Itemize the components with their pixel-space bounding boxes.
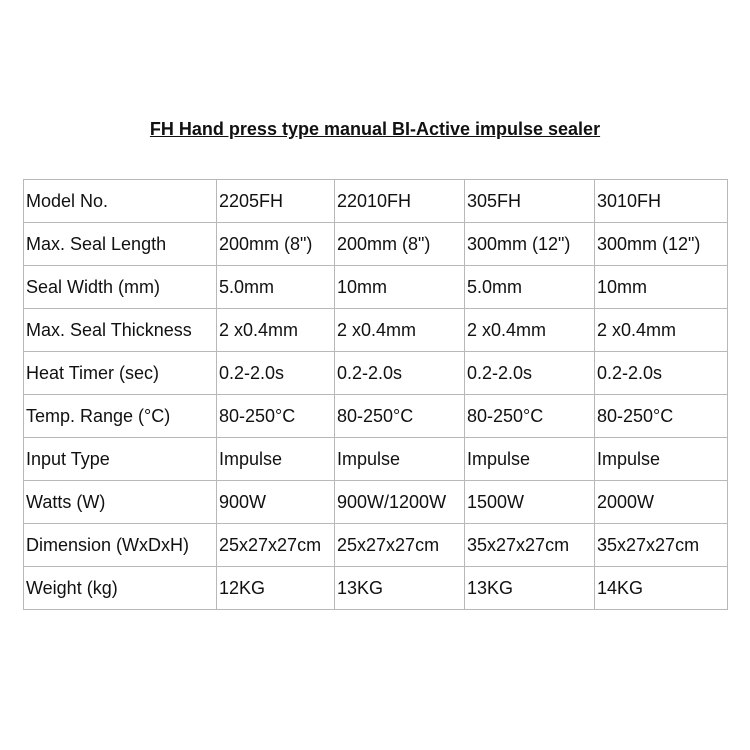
table-cell: 12KG <box>217 567 335 610</box>
table-cell: 2 x0.4mm <box>595 309 728 352</box>
table-cell: 0.2-2.0s <box>335 352 465 395</box>
table-row <box>24 567 728 610</box>
table-cell: 25x27x27cm <box>217 524 335 567</box>
table-cell: Impulse <box>335 438 465 481</box>
row-label: Input Type <box>24 438 217 481</box>
row-label: Temp. Range (°C) <box>24 395 217 438</box>
table-row <box>24 223 728 266</box>
row-label: Dimension (WxDxH) <box>24 524 217 567</box>
table-row <box>24 309 728 352</box>
table-cell: 305FH <box>465 180 595 223</box>
table-cell: 2000W <box>595 481 728 524</box>
row-label: Max. Seal Thickness <box>24 309 217 352</box>
spec-table <box>23 179 728 610</box>
table-cell: 10mm <box>595 266 728 309</box>
table-cell: 2 x0.4mm <box>465 309 595 352</box>
table-cell: 2205FH <box>217 180 335 223</box>
row-label: Weight (kg) <box>24 567 217 610</box>
table-cell: 900W <box>217 481 335 524</box>
table-cell: 200mm (8") <box>335 223 465 266</box>
page-title: FH Hand press type manual BI-Active impulse sealer <box>149 119 601 139</box>
table-cell: 3010FH <box>595 180 728 223</box>
table-cell: 25x27x27cm <box>335 524 465 567</box>
table-cell: 22010FH <box>335 180 465 223</box>
table-cell: 80-250°C <box>465 395 595 438</box>
table-cell: 10mm <box>335 266 465 309</box>
table-cell: 300mm (12") <box>595 223 728 266</box>
table-cell: 14KG <box>595 567 728 610</box>
table-cell: 35x27x27cm <box>465 524 595 567</box>
table-cell: 13KG <box>465 567 595 610</box>
table-cell: 13KG <box>335 567 465 610</box>
table-cell: 300mm (12") <box>465 223 595 266</box>
table-cell: 0.2-2.0s <box>595 352 728 395</box>
row-label: Max. Seal Length <box>24 223 217 266</box>
table-row <box>24 438 728 481</box>
table-row <box>24 481 728 524</box>
row-label: Model No. <box>24 180 217 223</box>
table-cell: 0.2-2.0s <box>217 352 335 395</box>
table-cell: 0.2-2.0s <box>465 352 595 395</box>
table-cell: 35x27x27cm <box>595 524 728 567</box>
table-cell: 80-250°C <box>335 395 465 438</box>
table-cell: 900W/1200W <box>335 481 465 524</box>
table-row <box>24 352 728 395</box>
table-cell: 200mm (8") <box>217 223 335 266</box>
table-cell: 5.0mm <box>217 266 335 309</box>
table-cell: 5.0mm <box>465 266 595 309</box>
table-cell: 80-250°C <box>595 395 728 438</box>
table-cell: 2 x0.4mm <box>335 309 465 352</box>
table-cell: Impulse <box>217 438 335 481</box>
table-cell: 80-250°C <box>217 395 335 438</box>
table-cell: Impulse <box>465 438 595 481</box>
table-row <box>24 395 728 438</box>
table-row <box>24 180 728 223</box>
table-cell: 2 x0.4mm <box>217 309 335 352</box>
table-row <box>24 524 728 567</box>
table-cell: 1500W <box>465 481 595 524</box>
table-row <box>24 266 728 309</box>
row-label: Watts (W) <box>24 481 217 524</box>
row-label: Seal Width (mm) <box>24 266 217 309</box>
table-cell: Impulse <box>595 438 728 481</box>
row-label: Heat Timer (sec) <box>24 352 217 395</box>
